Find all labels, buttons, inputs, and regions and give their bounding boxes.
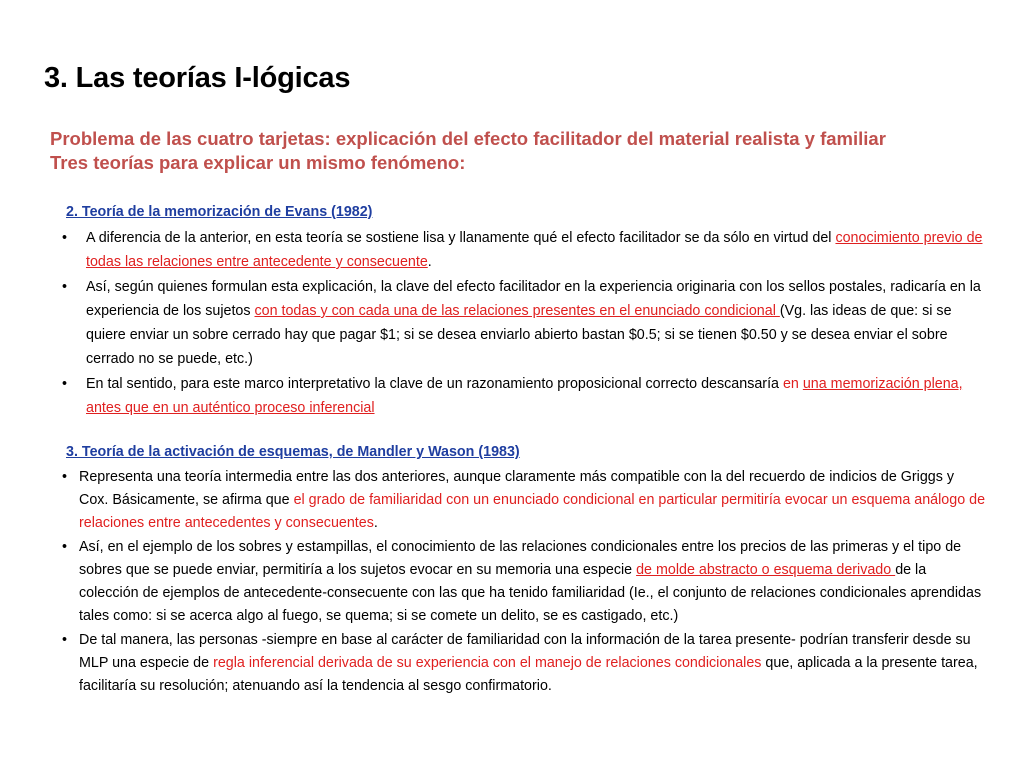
slide-content	[62, 200, 986, 699]
bullet-icon: •	[62, 230, 68, 246]
bullet-icon: •	[62, 376, 68, 392]
highlighted-text: el grado de familiaridad con un enunciado condicional en particular permitiría evocar un esquema análogo de relaciones entre antecedentes y consecuentes	[79, 492, 986, 531]
body-text: (Vg. las ideas de que: si se quiere enviar un sobre cerrado hay que pagar $1; si se desea enviarlo abierto bastan $0.5; si se tienen $0.50 y se desea enviar el sobre cerrado no se puede, etc.)	[86, 303, 952, 367]
slide-subtitle	[50, 127, 1010, 175]
section-heading: 3. Teoría de la activación de esquemas, de Mandler y Wason (1983)	[66, 444, 520, 460]
bullet-list	[62, 466, 986, 698]
bullet-item	[62, 372, 986, 420]
body-text: En tal sentido, para este marco interpretativo la clave de un razonamiento proposicional correcto descansaría	[86, 376, 783, 392]
bullet-item	[62, 275, 986, 371]
bullet-list	[62, 226, 986, 420]
bullet-item	[62, 466, 986, 535]
section-heading: 2. Teoría de la memorización de Evans (1982)	[66, 204, 373, 220]
body-text: Así, en el ejemplo de los sobres y estampillas, el conocimiento de las relaciones condicionales entre los precios de las primeras y el tipo de sobres que se puede enviar, permitiría a los sujetos evocar en su memoria una especie	[79, 539, 962, 578]
body-text: Así, según quienes formulan esta explicación, la clave del efecto facilitador en la experiencia originaria con los sellos postales, radicaría en la experiencia de los sujetos	[86, 279, 981, 319]
highlighted-text: en	[782, 376, 803, 392]
highlighted-underlined-text: conocimiento previo de todas las relaciones entre antecedente y consecuente	[86, 230, 983, 270]
highlighted-underlined-text: una memorización plena, antes que en un auténtico proceso inferencial	[86, 376, 963, 416]
body-text: que, aplicada a la presente tarea, facilitaría su resolución; atenuando así la tendencia al sesgo confirmatorio.	[79, 655, 978, 694]
body-text: Representa una teoría intermedia entre las dos anteriores, aunque claramente más compatible con la del recuerdo de indicios de Griggs y Cox. Básicamente, se afirma que	[79, 469, 954, 508]
section-evans-theory	[62, 200, 986, 420]
body-text: .	[427, 254, 432, 270]
highlighted-underlined-text: de molde abstracto o esquema derivado	[636, 562, 896, 578]
bullet-item	[62, 536, 986, 628]
highlighted-text: regla inferencial derivada de su experiencia con el manejo de relaciones condicionales	[213, 655, 762, 671]
bullet-icon: •	[62, 539, 68, 555]
slide-title: 3. Las teorías I-lógicas	[44, 62, 351, 94]
body-text: De tal manera, las personas -siempre en base al carácter de familiaridad con la información de la tarea presente- podrían transferir desde su MLP una especie de	[79, 632, 971, 671]
subtitle-line: Tres teorías para explicar un mismo fenómeno:	[50, 152, 466, 173]
bullet-icon: •	[62, 469, 68, 485]
body-text: .	[373, 515, 378, 531]
bullet-item	[62, 629, 986, 698]
bullet-icon: •	[62, 632, 68, 648]
body-text: de la colección de ejemplos de antecedente-consecuente con las que ha tenido familiaridad (Ie., el conjunto de relaciones condicionales aprendidas tales como: si se acerca algo al fuego, se quema; si se comete un delito, se es castigado, etc.)	[79, 562, 982, 624]
highlighted-underlined-text: con todas y con cada una de las relaciones presentes en el enunciado condicional	[254, 303, 780, 319]
bullet-item	[62, 226, 986, 274]
section-schema-activation-theory	[62, 440, 986, 698]
subtitle-line: Problema de las cuatro tarjetas: explicación del efecto facilitador del material realista y familiar	[50, 128, 886, 149]
bullet-icon: •	[62, 279, 68, 295]
body-text: A diferencia de la anterior, en esta teoría se sostiene lisa y llanamente qué el efecto facilitador se da sólo en virtud del	[86, 230, 836, 246]
